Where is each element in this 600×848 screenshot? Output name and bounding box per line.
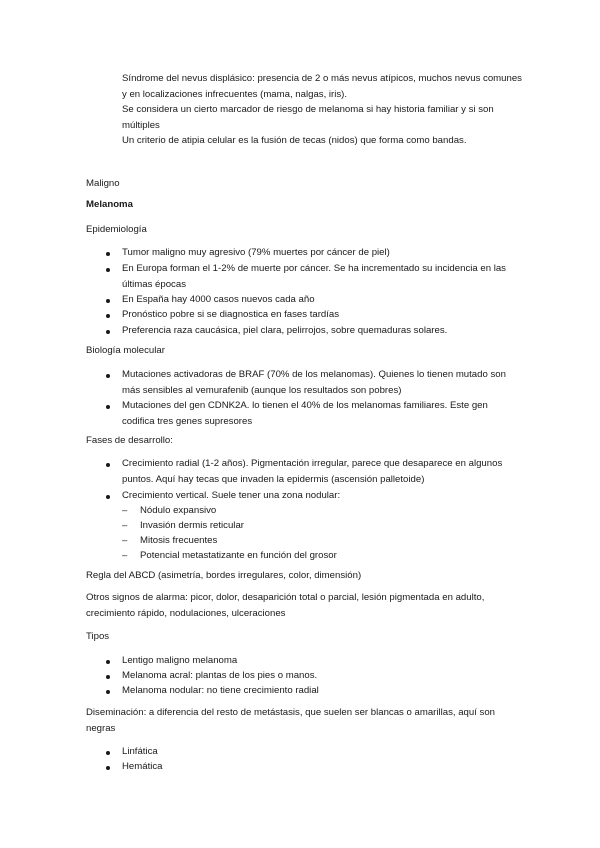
dash-icon: – (122, 520, 128, 531)
dash-icon: – (122, 550, 128, 561)
sub-item-fases: Mitosis frecuentes (140, 535, 218, 546)
list-item-epidemiologia: Pronóstico pobre si se diagnostica en fases tardías (122, 309, 340, 320)
list-item-diseminacion: Linfática (122, 746, 158, 757)
list-item-diseminacion: Hemática (122, 761, 163, 772)
bullet-icon (106, 405, 110, 409)
list-item-tipos: Melanoma acral: plantas de los pies o manos. (122, 670, 318, 681)
heading-epidemiologia: Epidemiología (86, 224, 147, 235)
bullet-icon (106, 299, 110, 303)
bullet-icon (106, 463, 110, 467)
list-item-epidemiologia: Preferencia raza caucásica, piel clara, pelirrojos, sobre quemaduras solares. (122, 325, 448, 336)
paragraph-regla-abcd: Regla del ABCD (asimetría, bordes irregulares, color, dimensión) (86, 570, 362, 581)
list-item-epidemiologia: Tumor maligno muy agresivo (79% muertes por cáncer de piel) (122, 247, 390, 258)
sub-item-fases: Potencial metastatizante en función del grosor (140, 550, 337, 561)
bullet-icon (106, 495, 110, 499)
dash-icon: – (122, 505, 128, 516)
heading-biologia-molecular: Biología molecular (86, 345, 165, 356)
bullet-icon (106, 330, 110, 334)
bullet-icon (106, 675, 110, 679)
bullet-icon (106, 374, 110, 378)
bullet-icon (106, 660, 110, 664)
dash-icon: – (122, 535, 128, 546)
list-item-epidemiologia: En Europa forman el 1-2% de muerte por cáncer. Se ha incrementado su incidencia en las últimas épocas (122, 263, 506, 290)
list-item-biologia: Mutaciones activadoras de BRAF (70% de los melanomas). Quienes lo tienen mutado son más sensibles al vemurafenib (aunque los resultados son pobres) (122, 369, 506, 396)
list-item-epidemiologia: En España hay 4000 casos nuevos cada año (122, 294, 315, 305)
heading-tipos: Tipos (86, 631, 110, 642)
intro-paragraph-atipia: Un criterio de atipia celular es la fusión de tecas (nidos) que forma como bandas. (122, 135, 467, 146)
sub-item-fases: Nódulo expansivo (140, 505, 217, 516)
heading-melanoma: Melanoma (86, 199, 133, 210)
list-item-fases: Crecimiento radial (1-2 años). Pigmentación irregular, parece que desaparece en algunos puntos. Aquí hay tecas que invaden la epidermis (ascensión palletoide) (122, 458, 503, 485)
bullet-icon (106, 268, 110, 272)
bullet-icon (106, 252, 110, 256)
list-item-tipos: Melanoma nodular: no tiene crecimiento radial (122, 685, 319, 696)
bullet-icon (106, 766, 110, 770)
heading-fases-desarrollo: Fases de desarrollo: (86, 435, 173, 446)
bullet-icon (106, 751, 110, 755)
list-item-tipos: Lentigo maligno melanoma (122, 655, 238, 666)
list-item-biologia: Mutaciones del gen CDNK2A. lo tienen el 40% de los melanomas familiares. Este gen codifica tres genes supresores (122, 400, 488, 427)
intro-paragraph-nevus: Síndrome del nevus displásico: presencia de 2 o más nevus atípicos, muchos nevus comunes y en localizaciones infrecuentes (mama, nalgas, iris). (122, 73, 522, 100)
sub-item-fases: Invasión dermis reticular (140, 520, 244, 531)
bullet-icon (106, 690, 110, 694)
paragraph-otros-signos: Otros signos de alarma: picor, dolor, desaparición total o parcial, lesión pigmentada en adulto, crecimiento rápido, nodulaciones, ulceraciones (86, 592, 485, 619)
paragraph-diseminacion: Diseminación: a diferencia del resto de metástasis, que suelen ser blancas o amarillas, aquí son negras (86, 707, 496, 734)
list-item-fases: Crecimiento vertical. Suele tener una zona nodular: (122, 490, 341, 501)
heading-maligno: Maligno (86, 178, 120, 189)
intro-paragraph-riesgo: Se considera un cierto marcador de riesgo de melanoma si hay historia familiar y si son múltiples (122, 104, 494, 131)
bullet-icon (106, 314, 110, 318)
